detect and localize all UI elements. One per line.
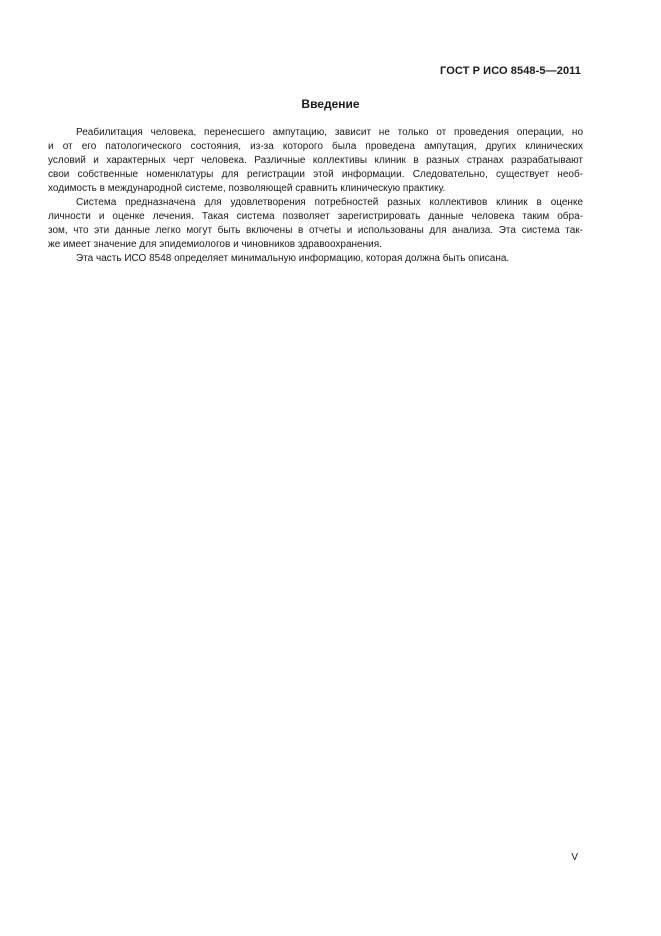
paragraph-1 (48, 126, 583, 196)
section-title: Введение (301, 97, 360, 111)
page-number: V (571, 852, 578, 863)
body-text (48, 126, 583, 266)
text-line: личности и оценке лечения. Такая система позволяет зарегистрировать данные человека таким обра- (48, 211, 583, 222)
text-line: ходимость в международной системе, позволяющей сравнить клиническую практику. (48, 183, 446, 194)
paragraph-2 (48, 196, 583, 252)
text-line: же имеет значение для эпидемиологов и чиновников здравоохранения. (48, 239, 382, 250)
text-line: зом, что эти данные легко могут быть включены в отчеты и использованы для анализа. Эта система так- (48, 225, 583, 236)
text-line: Система предназначена для удовлетворения потребностей разных коллективов клиник в оценке (76, 197, 583, 208)
text-line: Реабилитация человека, перенесшего ампутацию, зависит не только от проведения операции, но (76, 127, 583, 138)
text-line: условий и характерных черт человека. Различные коллективы клиник в разных странах разрабатывают (48, 155, 583, 166)
text-line: и от его патологического состояния, из-за которого была проведена ампутация, других клинических (48, 141, 583, 152)
paragraph-3 (48, 252, 583, 266)
text-line: свои собственные номенклатуры для регистрации этой информации. Следовательно, существует необ- (48, 169, 583, 180)
standard-code: ГОСТ Р ИСО 8548-5—2011 (440, 65, 581, 77)
text-line: Эта часть ИСО 8548 определяет минимальную информацию, которая должна быть описана. (76, 253, 510, 264)
